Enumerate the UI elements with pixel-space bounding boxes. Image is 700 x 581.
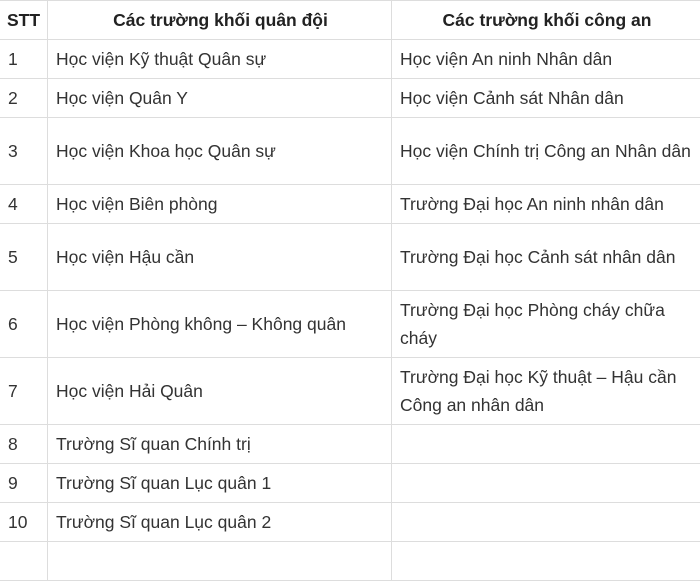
cell-stt: 10 [0,503,48,542]
cell-police-school: Trường Đại học Phòng cháy chữa cháy [392,291,700,358]
cell-police-school: Trường Đại học Kỹ thuật – Hậu cần Công an nhân dân [392,358,700,425]
cell-stt: 3 [0,118,48,185]
header-stt: STT [0,1,48,40]
table-row [0,358,700,425]
cell-army-school: Học viện Quân Y [48,79,392,118]
cell-army-school: Học viện Phòng không – Không quân [48,291,392,358]
table-row [0,425,700,464]
cell-police-school: Trường Đại học Cảnh sát nhân dân [392,224,700,291]
header-army-schools: Các trường khối quân đội [48,1,392,40]
cell-army-school: Học viện Hải Quân [48,358,392,425]
cell-police-school: Học viện Cảnh sát Nhân dân [392,79,700,118]
cell-stt: 4 [0,185,48,224]
cell-army-school: Trường Sĩ quan Lục quân 1 [48,464,392,503]
table-header-row [0,1,700,40]
cell-army-school: Trường Sĩ quan Chính trị [48,425,392,464]
cell-army-school: Trường Sĩ quan Lục quân 2 [48,503,392,542]
cell-stt: 2 [0,79,48,118]
cell-army-school: Học viện Khoa học Quân sự [48,118,392,185]
table-row [0,464,700,503]
cell-police-school: Học viện Chính trị Công an Nhân dân [392,118,700,185]
cell-stt: 9 [0,464,48,503]
header-police-schools: Các trường khối công an [392,1,700,40]
cell-stt: 1 [0,40,48,79]
cell-army-school: Học viện Kỹ thuật Quân sự [48,40,392,79]
cell-stt: 7 [0,358,48,425]
cell-police-school [392,542,700,581]
table-row [0,79,700,118]
cell-stt: 5 [0,224,48,291]
cell-police-school [392,464,700,503]
table-row [0,118,700,185]
cell-police-school: Trường Đại học An ninh nhân dân [392,185,700,224]
cell-police-school [392,425,700,464]
table-row [0,542,700,581]
table-row [0,185,700,224]
cell-stt: 6 [0,291,48,358]
table-row [0,40,700,79]
table-row [0,224,700,291]
cell-army-school [48,542,392,581]
cell-stt [0,542,48,581]
table-row [0,291,700,358]
cell-stt: 8 [0,425,48,464]
cell-army-school: Học viện Biên phòng [48,185,392,224]
table-row [0,503,700,542]
cell-army-school: Học viện Hậu cần [48,224,392,291]
cell-police-school [392,503,700,542]
cell-police-school: Học viện An ninh Nhân dân [392,40,700,79]
